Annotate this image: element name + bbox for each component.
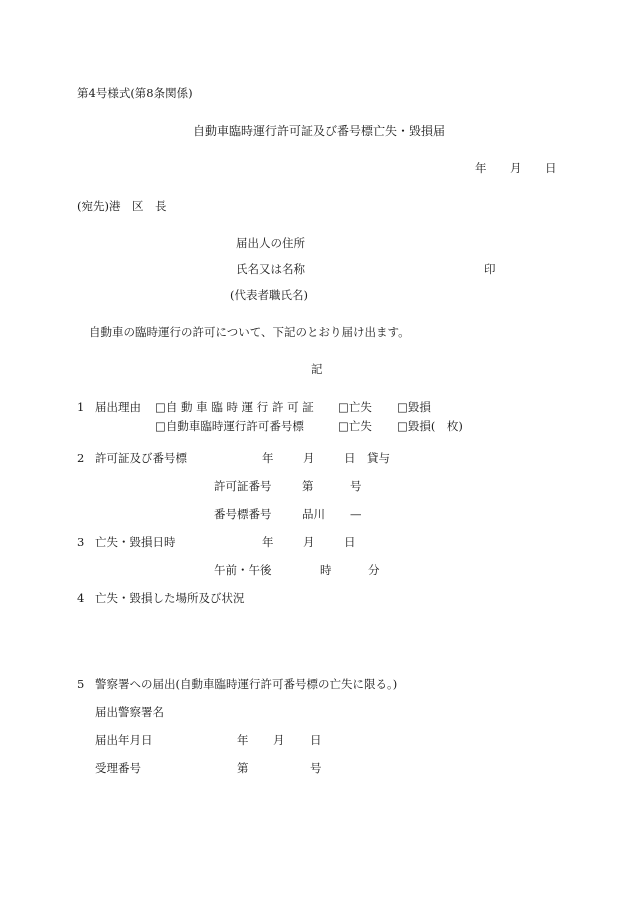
permit-number-go: 号 [350,479,362,493]
item-2-number: 2 [77,451,85,465]
plate-area-label: 品川 [302,507,325,521]
intro-text: 自動車の臨時運行の許可について、下記のとおり届け出ます。 [89,325,410,339]
representative-label: (代表者職氏名) [230,288,308,302]
loss-minute-label: 分 [368,563,380,577]
reason-permit-lost-checkbox: □亡失 [338,400,372,414]
applicant-address-label: 届出人の住所 [236,236,305,250]
police-month-label: 月 [273,733,285,747]
loan-month-label: 月 [303,451,315,465]
form-number: 第4号様式(第8条関係) [77,86,193,100]
police-year-label: 年 [237,733,249,747]
loss-month-label: 月 [303,535,315,549]
police-station-label: 届出警察署名 [95,705,164,719]
item-3-number: 3 [77,535,85,549]
seal-mark: 印 [484,262,496,276]
reason-plate-checkbox: □自動車臨時運行許可番号標 [155,419,304,433]
applicant-name-label: 氏名又は名称 [236,262,305,276]
date-month-label: 月 [510,161,522,175]
item-4-number: 4 [77,591,85,605]
permit-number-label: 許可証番号 [214,479,272,493]
item-5-label: 警察署への届出(自動車臨時運行許可番号標の亡失に限る。) [95,677,398,691]
reason-plate-damaged-checkbox: □毀損( 枚) [397,419,463,433]
permit-number-dai: 第 [302,479,314,493]
item-3-label: 亡失・毀損日時 [95,535,176,549]
loan-year-label: 年 [262,451,274,465]
reason-permit-damaged-checkbox: □毀損 [397,400,431,414]
reason-plate-lost-checkbox: □亡失 [338,419,372,433]
loss-hour-label: 時 [320,563,332,577]
receipt-number-label: 受理番号 [95,761,141,775]
loan-label: 貸与 [367,451,390,465]
plate-dash: — [350,507,362,521]
item-1-label: 届出理由 [95,400,141,414]
ki-heading: 記 [311,362,323,376]
receipt-number-go: 号 [310,761,322,775]
date-year-label: 年 [475,161,487,175]
loss-day-label: 日 [344,535,356,549]
item-5-number: 5 [77,677,85,691]
loan-day-label: 日 [344,451,356,465]
receipt-number-dai: 第 [237,761,249,775]
plate-number-label: 番号標番号 [214,507,272,521]
item-2-label: 許可証及び番号標 [95,451,187,465]
item-1-number: 1 [77,400,85,414]
loss-year-label: 年 [262,535,274,549]
document-title: 自動車臨時運行許可証及び番号標亡失・毀損届 [193,124,446,138]
ampm-label: 午前・午後 [214,563,272,577]
reason-permit-checkbox: □自 動 車 臨 時 運 行 許 可 証 [155,400,314,414]
date-day-label: 日 [545,161,557,175]
item-4-label: 亡失・毀損した場所及び状況 [95,591,245,605]
police-day-label: 日 [310,733,322,747]
addressee: (宛先)港 区 長 [77,199,167,213]
police-date-label: 届出年月日 [95,733,153,747]
